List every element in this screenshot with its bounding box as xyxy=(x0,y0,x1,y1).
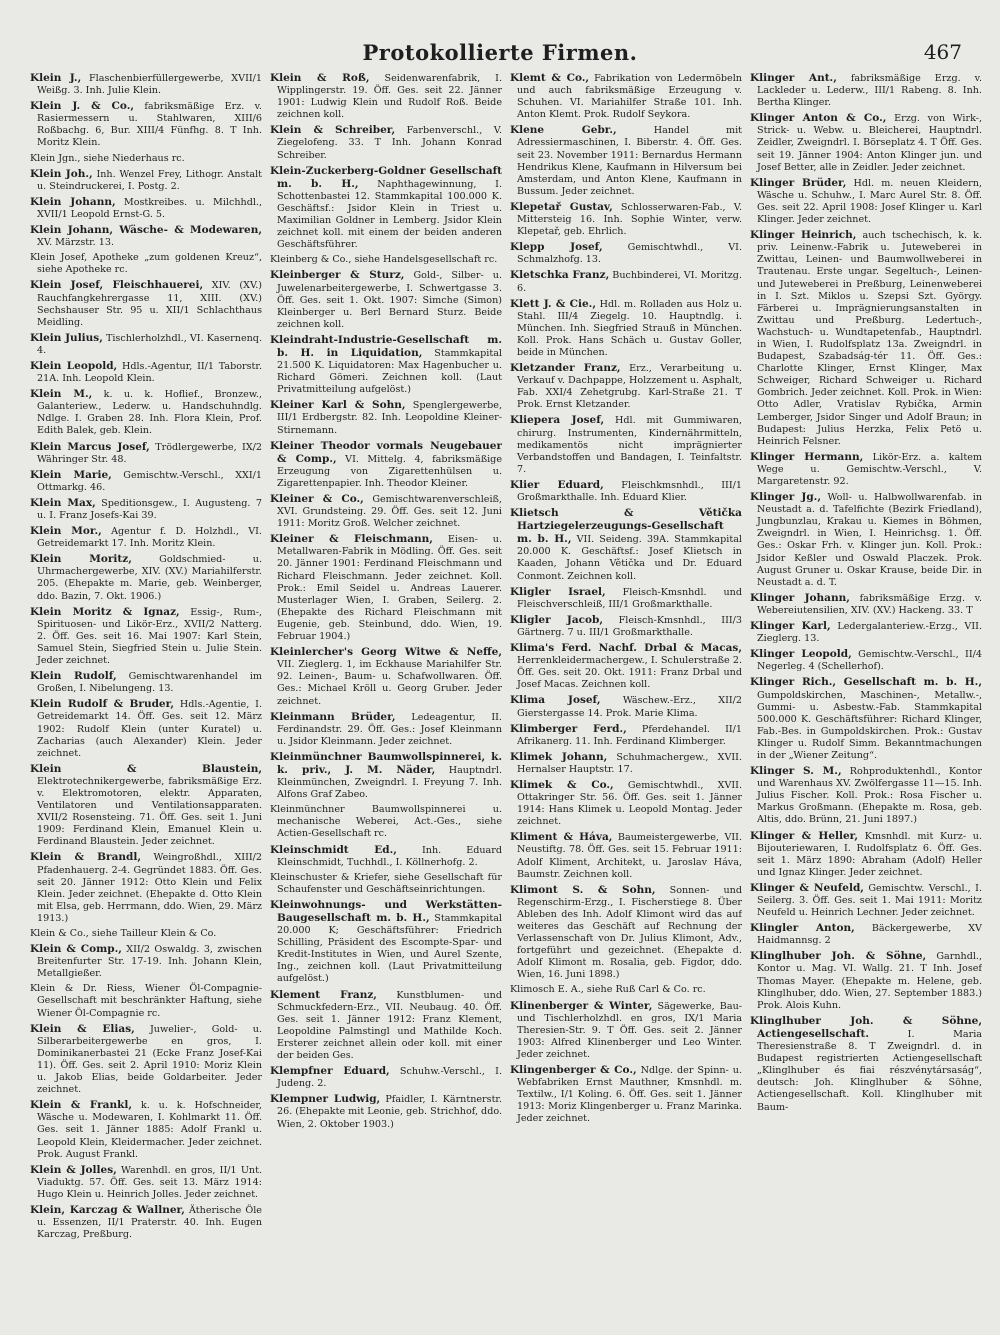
firm-entry xyxy=(510,723,742,748)
firm-entry xyxy=(510,479,742,504)
firm-name: Klepetař Gustav, xyxy=(510,200,613,213)
firm-entry xyxy=(270,899,502,986)
firm-details: Kleinberg & Co., siehe Handelsgesellschaft rc. xyxy=(270,254,498,266)
firm-entry xyxy=(30,928,262,940)
firm-entry xyxy=(750,592,982,617)
firm-details: Hdls.-Agentie, I. Getreidemarkt 14. Öff. Ges. seit 12. März 1902: Rudolf Klein (unter Kuratel) u. Zacharias (auch Alexander) Klein. Jeder zeichnet. xyxy=(37,699,262,759)
firm-entry xyxy=(30,983,262,1019)
firm-entry xyxy=(270,1065,502,1090)
firm-details: Ledergalanteriew.-Erzg., VII. Zieglerg. 13. xyxy=(757,621,982,645)
firm-details: Pferdehandel. II/1 Afrikanerg. 11. Inh. Ferdinand Klimberger. xyxy=(517,723,742,747)
firm-entry xyxy=(30,100,262,149)
firm-name: Klein & Jolles, xyxy=(30,1163,117,1176)
firm-details: Stammkapital 20.000 K; Geschäftsführer: Friedrich Schilling, Präsident des Escompte-Spar- und Kredit-Institutes in Wien, und Aurel Szente, Ing., zeichnen koll. (Laut Privatmitteilung aufgelöst.) xyxy=(277,913,502,985)
firm-entry xyxy=(510,779,742,828)
firm-details: Ätherische Öle u. Essenzen, II/1 Praterstr. 40. Inh. Eugen Karczag, Preßburg. xyxy=(37,1204,262,1241)
firm-name: Klinger Ant., xyxy=(750,72,837,84)
firm-name: Kligler Jacob, xyxy=(510,613,604,626)
firm-name: Klein & Brandl, xyxy=(30,851,141,864)
firm-details: Tischlerholzhdl., VI. Kasernenq. 4. xyxy=(37,332,262,356)
firm-entry xyxy=(270,254,502,266)
firm-name: Klemt & Co., xyxy=(510,72,590,84)
firm-entry xyxy=(750,112,982,173)
firm-name: Kleinwohnungs- und Werkstätten-Baugesellschaft m. b. H., xyxy=(270,898,502,924)
firm-details: Klein Josef, Apotheke „zum goldenen Kreuz“, siehe Apotheke rc. xyxy=(30,252,262,276)
firm-name: Klein Joh., xyxy=(30,167,93,180)
firm-entry xyxy=(270,804,502,840)
firm-name: Klempfner Eduard, xyxy=(270,1065,390,1078)
firm-entry xyxy=(270,334,502,396)
firm-entry xyxy=(510,201,742,238)
firm-details: Erz., Verarbeitung u. Verkauf v. Dachpappe, Holzzement u. Asphalt, Fab. XXI/4 Zehetgrubg. Karl-Straße 21. T Prok. Ernst Kletzander. xyxy=(517,363,742,411)
firm-name: Klietsch & Větička Hartziegelerzeugungs-Gesellschaft m. b. H., xyxy=(510,507,742,546)
firm-entry xyxy=(510,694,742,719)
firm-details: Klein & Dr. Riess, Wiener Öl-Compagnie-Gesellschaft mit beschränkter Haftung, siehe Wiener Öl-Compagnie rc. xyxy=(30,983,262,1019)
firm-details: Flaschenbierfüllergewerbe, XVII/1 Weißg. 3. Inh. Julie Klein. xyxy=(37,73,262,97)
firm-name: Kleiner & Co., xyxy=(270,493,364,505)
firm-name: Klein & Elias, xyxy=(30,1022,135,1035)
firm-entry xyxy=(270,440,502,490)
firm-details: Herrenkleidermachergew., I. Schulerstraße 2. Öff. Ges. seit 20. Okt. 1911: Franz Drbal und Josef Macas. Zeichnen koll. xyxy=(517,655,742,691)
firm-name: Klein & Roß, xyxy=(270,72,370,84)
firm-name: Klima Josef, xyxy=(510,694,601,707)
firm-entry xyxy=(510,414,742,475)
firm-name: Klein J. & Co., xyxy=(30,100,135,113)
firm-name: Klepp Josef, xyxy=(510,241,603,254)
firm-name: Klene Gebr., xyxy=(510,124,617,137)
firm-details: Fleisch-Kmsnhdl., III/3 Gärtnerg. 7 u. III/1 Großmarkthalle. xyxy=(517,614,742,638)
firm-details: fabriksmäßige Erzg. v. Webereiutensilien, XIV. (XV.) Hackeng. 33. T xyxy=(757,592,982,616)
firm-details: Bäckergewerbe, XV Haidmannsg. 2 xyxy=(757,923,982,947)
firm-entry xyxy=(30,943,262,980)
firm-name: Klinger Karl, xyxy=(750,620,831,633)
firm-details: Inh. Wenzel Frey, Lithogr. Anstalt u. Steindruckerei, I. Postg. 2. xyxy=(37,168,262,192)
firm-entry xyxy=(750,177,982,226)
firm-entry xyxy=(750,491,982,589)
firm-entry xyxy=(30,525,262,550)
page-number: 467 xyxy=(923,40,962,64)
firm-details: k. u. k. Hoflief., Bronzew., Galanteriew., Lederw. u. Handschuhndlg. Ndlge. I. Graben 28. Inh. Flora Klein, Prof. Edith Balek, geb. Klein. xyxy=(37,389,262,437)
firm-name: Klinger Leopold, xyxy=(750,648,852,661)
firm-details: XII/2 Oswaldg. 3, zwischen Breitenfurter Str. 17-19. Inh. Johann Klein, Metallgießer. xyxy=(37,944,262,980)
firm-entry xyxy=(510,642,742,691)
firm-entry xyxy=(30,360,262,385)
firm-entry xyxy=(30,553,262,602)
page-title: Protokollierte Firmen. xyxy=(362,40,638,65)
firm-details: k. u. k. Hofschneider, Wäsche u. Modewaren, I. Kohlmarkt 11. Öff. Ges. seit 1. Jänner 1885: Adolf Frankl u. Leopold Klein, Kleidermacher. Jeder zeichnet. Prok. August Frankl. xyxy=(37,1100,262,1160)
firm-name: Kleindraht-Industrie-Gesellschaft m. b. H. in Liquidation, xyxy=(270,333,502,359)
firm-entry xyxy=(30,332,262,357)
firm-name: Klimek & Co., xyxy=(510,778,614,791)
firm-name: Kleiner Theodor vormals Neugebauer & Comp., xyxy=(270,439,502,465)
firm-details: Speditionsgew., I. Augusteng. 7 u. I. Franz Josefs-Kai 39. xyxy=(37,497,262,521)
firm-details: Gemischtw. Verschl., I. Seilerg. 3. Öff. Ges. seit 1. Mai 1911: Moritz Neufeld u. Heinrich Lechner. Jeder zeichnet. xyxy=(757,882,982,919)
firm-entry xyxy=(270,72,502,121)
firm-name: Klinger Anton & Co., xyxy=(750,112,887,125)
firm-details: Schuhw.-Verschl., I. Judeng. 2. xyxy=(277,1066,502,1090)
firm-entry xyxy=(30,388,262,437)
firm-entry xyxy=(750,676,982,762)
firm-entry xyxy=(30,72,262,97)
firm-details: fabriksmäßige Erz. v. Rasiermessern u. Stahlwaren, XIII/6 Roßbachg. 6, Bur. XIII/4 Fünfhg. 8. T Inh. Moritz Klein. xyxy=(37,101,262,149)
firm-entry xyxy=(510,831,742,880)
firm-entry xyxy=(30,698,262,759)
firm-details: VI. Mittelg. 4, fabriksmäßige Erzeugung von Zigarettenhülsen u. Zigarettenpapier. Inh. Theodor Kleiner. xyxy=(277,453,502,489)
firm-name: Klingenberger & Co., xyxy=(510,1064,637,1077)
firm-entry xyxy=(510,124,742,198)
firm-name: Klinger Hermann, xyxy=(750,450,864,463)
firm-entry xyxy=(270,751,502,801)
firm-details: Kmsnhdl. mit Kurz- u. Bijouteriewaren, I. Rudolfsplatz 6. Öff. Ges. seit 1. März 1890: Abraham (Adolf) Heller und Ignaz Klinger. Jeder zeichnet. xyxy=(757,830,982,878)
firm-name: Klinger Heinrich, xyxy=(750,229,857,242)
firm-details: Weingroßhdl., XIII/2 Pfadenhauerg. 2-4. Gegründet 1883. Öff. Ges. seit 20. Jänner 1912: Otto Klein und Felix Klein. Jeder zeichnet. (Ehepakte d. Otto Klein mit Elsa, geb. Herrmann, ddo. Wien, 29. März 1913.) xyxy=(37,852,262,924)
firm-details: Klein & Co., siehe Tailleur Klein & Co. xyxy=(30,928,217,939)
firm-entry xyxy=(30,1204,262,1241)
firm-details: Kunstblumen- und Schmuckfedern-Erz., VII. Neubaug. 40. Öff. Ges. seit 1. Jänner 1912: Franz Klement, Leopoldine Palmstingl und Mathilde Koch. Ersterer zeichnet allein oder koll. mit einer der beiden Ges. xyxy=(277,989,502,1062)
firm-name: Klimberger Ferd., xyxy=(510,722,627,735)
firm-name: Klein Marie, xyxy=(30,468,112,481)
firm-entry xyxy=(270,493,502,530)
firm-details: Gemischtwarenhandel im Großen, I. Nibelungeng. 13. xyxy=(37,671,262,695)
firm-details: Farbenverschl., V. Ziegelofeng. 33. T Inh. Johann Konrad Schreiber. xyxy=(277,125,502,161)
firm-name: Klinger & Neufeld, xyxy=(750,881,864,894)
firm-details: fabriksmäßige Erzg. v. Lackleder u. Lederw., III/1 Rabeng. 8. Inh. Bertha Klinger. xyxy=(757,73,982,109)
firm-entry xyxy=(510,507,742,583)
firm-name: Klimont S. & Sohn, xyxy=(510,883,656,896)
firm-details: Fleisch-Kmsnhdl. und Fleischverschleiß, III/1 Großmarkthalle. xyxy=(517,586,742,610)
firm-details: Stammkapital 21.500 K. Liquidatoren: Max Hagenbucher u. Richard Gömeri. Zeichnen koll. (Laut Privatmitteilung aufgelöst.) xyxy=(277,347,502,396)
firm-name: Klein Johann, Wäsche- & Modewaren, xyxy=(30,224,262,237)
firm-name: Kligler Israel, xyxy=(510,585,606,598)
firm-details: Schuhmachergew., XVII. Hernalser Hauptstr. 17. xyxy=(517,751,742,775)
firm-entry xyxy=(750,830,982,879)
firm-name: Klempner Ludwig, xyxy=(270,1093,381,1106)
firm-name: Klimek Johann, xyxy=(510,750,608,763)
firm-details: Gemischtw.-Verschl., XXI/1 Ottmarkg. 46. xyxy=(37,469,262,493)
firm-entry xyxy=(750,451,982,488)
firm-name: Klein Rudolf & Bruder, xyxy=(30,698,175,711)
page-header xyxy=(0,40,1000,70)
firm-name: Klinglhuber Joh. & Söhne, xyxy=(750,950,927,963)
firm-name: Kleiner & Fleischmann, xyxy=(270,533,433,546)
firm-details: Essig-, Rum-, Spirituosen- und Likör-Erz., XVII/2 Natterg. 2. Öff. Ges. seit 16. Mai 1907: Karl Stein, Samuel Stein, Siegfried Stein u. Julie Stein. Jeder zeichnet. xyxy=(37,606,262,667)
firm-entry xyxy=(30,224,262,249)
firm-entry xyxy=(270,533,502,643)
firm-details: Woll- u. Halbwollwarenfab. in Neustadt a. d. Tafelfichte (Bezirk Friedland), Jungbunzlau, Krakau u. Kiemes in Böhmen, Zweigndrl. in Wien, I. Heinrichsg. 1. Öff. Ges.: Oskar Frh. v. Klinger jun. Koll. Prok.: Jsidor Keßler und Oswald Placzek. Prok. August Gruner u. Oskar Krause, beide Dir. in Neustadt a. d. T. xyxy=(757,492,982,588)
firm-details: XIV. (XV.) Rauchfangkehrergasse 11, XIII. (XV.) Sechshauser Str. 95 u. XII/1 Schlachthaus Meidling. xyxy=(37,280,262,328)
firm-entry xyxy=(750,1015,982,1114)
firm-name: Kletzander Franz, xyxy=(510,362,621,375)
firm-details: Elektrotechnikergewerbe, fabriksmäßige Erz. v. Elektromotoren, elektr. Apparaten, Ventilatoren und Ventilationsapparaten. XVII/2 Rosensteing. 71. Öff. Ges. seit 1. Juni 1909: Ferdinand Klein, Emanuel Klein u. Ferdinand Blaustein. Jeder zeichnet. xyxy=(37,775,262,848)
firm-details: Hauptndrl. Kleinmünchen, Zweigndrl. I. Freyung 7. Inh. Alfons Graf Zabeo. xyxy=(277,764,502,801)
firm-name: Klein Moritz & Ignaz, xyxy=(30,605,180,618)
firm-entry xyxy=(270,1093,502,1130)
firm-entry xyxy=(750,765,982,826)
firm-name: Klinenberger & Winter, xyxy=(510,999,653,1012)
firm-entry xyxy=(750,950,982,1011)
firm-entry xyxy=(270,989,502,1063)
firm-name: Kleinmünchner Baumwollspinnerei, k. k. priv., J. M. Näder, xyxy=(270,750,502,776)
firm-name: Klein, Karczag & Wallner, xyxy=(30,1203,185,1216)
firm-name: Kleinberger & Sturz, xyxy=(270,269,405,282)
firm-entry xyxy=(750,72,982,109)
firm-details: auch tschechisch, k. k. priv. Leinenw.-Fabrik u. Juteweberei in Zwittau, Leinen- und Baumwollweberei in Trautenau. Erste ungar. Segeltuch-, Leinen- und Juteweberei in Preßburg, Leinenweberei in I. Szt. Miklos u. Szepsi Szt. György. Färberei u. Imprägnierungsanstalten in Zwittau und Preßburg. Ledertuch-, Wachstuch- u. Wundtapetenfab., Hauptndrl. in Wien, I. Rudolfsplatz 13a. Zweigndrl. in Budapest, Szabadság-tér 11. Öff. Ges.: Charlotte Klinger, Ernst Klinger, Max Schweiger, Richard Schweiger u. Richard Gombrich. Jeder zeichnet. Koll. Prok. in Wien: Otto Adler, Vratislav Rybička, Armin Lemberger, Jsidor Singer und Adolf Braun; in Budapest: Julius Herzka, Felix Petö u. Heinrich Felsner. xyxy=(757,230,982,447)
firm-details: Gemischtwhdl., XVII. Ottakringer Str. 56. Öff. Ges. seit 1. Jänner 1914: Hans Klimek u. Leopold Montag. Jeder zeichnet. xyxy=(517,779,742,828)
firm-name: Klein Marcus Josef, xyxy=(30,440,150,453)
firm-name: Kliment & Háva, xyxy=(510,831,613,844)
firm-details: Goldschmied- u. Uhrmachergewerbe, XIV. (XV.) Mariahilferstr. 205. (Ehepakte m. Marie, geb. Weinberger, ddo. Bazin, 7. Okt. 1906.) xyxy=(37,554,262,602)
firm-entry xyxy=(30,168,262,193)
firm-details: Fleischkmsnhdl., III/1 Großmarkthalle. Inh. Eduard Klier. xyxy=(517,479,742,503)
firm-name: Klett J. & Cie., xyxy=(510,297,596,310)
firm-entry xyxy=(270,269,502,330)
firm-name: Kleinschmidt Ed., xyxy=(270,843,397,856)
firm-details: Klimosch E. A., siehe Ruß Carl & Co. rc. xyxy=(510,984,706,996)
firm-entry xyxy=(270,124,502,161)
firm-details: Gumpoldskirchen, Maschinen-, Metallw.-, Gummi- u. Asbestw.-Fab. Stammkapital 500.000 K. Geschäftsführer: Richard Klinger, Fab.-Bes. in Gumpoldskirchen. Prok.: Gustav Klinger u. Rudolf Simm. Bekanntmachungen in der „Wiener Zeitung“. xyxy=(757,689,982,761)
firm-entry xyxy=(510,1000,742,1061)
firm-name: Klier Eduard, xyxy=(510,478,604,491)
firm-details: Wäschew.-Erz., XII/2 Gierstergasse 14. Prok. Marie Klima. xyxy=(517,695,742,719)
firm-entry xyxy=(270,165,502,252)
firm-entry xyxy=(750,922,982,947)
firm-details: Kleinschuster & Kriefer, siehe Gesellschaft für Schaufenster und Geschäftseinrichtungen. xyxy=(270,871,502,895)
firm-details: Schlosserwaren-Fab., V. Mittersteig 16. Inh. Sophie Winter, verw. Klepetař, geb. Ehrlich. xyxy=(517,201,742,238)
firm-details: Handel mit Adressiermaschinen, I. Biberstr. 4. Öff. Ges. seit 23. November 1911: Bernardus Hermann Hendrikus Klene, Kaufmann in Hilversum bei Amsterdam, und Anton Klene, Kaufmann in Bussum. Jeder zeichnet. xyxy=(517,125,742,197)
firm-name: Klein & Schreiber, xyxy=(270,124,396,137)
firm-name: Klein Leopold, xyxy=(30,359,118,372)
firm-details: Hdl. m. Rolladen aus Holz u. Stahl. III/4 Ziegelg. 10. Hauptndlg. i. München. Inh. Siegfried Strauß in München. Koll. Prok. Hans Schäch u. Gustav Goller, beide in München. xyxy=(517,298,742,358)
firm-details: Hdl. mit Gummiwaren, chirurg. Instrumenten, Kindernährmitteln, medikamentös nicht imprägnierter Verbandstoffen und Bandagen, I. Teinfaltstr. 7. xyxy=(517,415,742,475)
firm-name: Klinger & Heller, xyxy=(750,829,859,842)
firm-name: Klein Mor., xyxy=(30,525,102,538)
firm-name: Klein-Zuckerberg-Goldner Gesellschaft m. b. H., xyxy=(270,164,502,190)
firm-name: Klein Julius, xyxy=(30,331,103,344)
firm-entry xyxy=(270,872,502,896)
firm-details: Sägewerke, Bau- und Tischlerholzhdl. en gros, IX/1 Maria Theresien-Str. 9. T Öff. Ges. seit 2. Jänner 1903: Alfred Klinenberger und Leo Winter. Jeder zeichnet. xyxy=(517,1000,742,1060)
firm-entry xyxy=(510,614,742,639)
firm-name: Kletschka Franz, xyxy=(510,269,610,282)
firm-details: Likör-Erz. a. kaltem Wege u. Gemischtw.-Verschl., V. Margaretenstr. 92. xyxy=(757,451,982,487)
firm-name: Klein M., xyxy=(30,388,93,401)
firm-entry xyxy=(510,362,742,411)
firm-details: Rohproduktenhdl., Kontor und Warenhaus XV. Zwölfergasse 11—15. Inh. Julius Fischer. Koll. Prok.: Rosa Fischer u. Markus Großmann. (Ehepakte m. Rosa, geb. Altis, ddo. Brünn, 21. Juni 1897.) xyxy=(757,766,982,826)
column-4 xyxy=(750,72,982,1327)
firm-name: Klein Josef, Fleischhauerei, xyxy=(30,279,204,292)
firm-name: Klein Moritz, xyxy=(30,553,132,566)
firm-entry xyxy=(510,269,742,294)
firm-entry xyxy=(270,844,502,869)
firm-name: Klein & Blaustein, xyxy=(30,762,262,775)
firm-entry xyxy=(30,153,262,165)
firm-entry xyxy=(30,1099,262,1160)
firm-entry xyxy=(510,298,742,359)
firm-name: Klingler Anton, xyxy=(750,922,855,935)
firm-name: Klinger Brüder, xyxy=(750,176,847,189)
firm-name: Klinger Jg., xyxy=(750,491,821,504)
firm-details: VII. Zieglerg. 1, im Eckhause Mariahilfer Str. 92. Leinen-, Baum- u. Schafwollwaren. Öff. Ges.: Michael Kröll u. Georg Gruber. Jeder zeichnet. xyxy=(277,659,502,707)
firm-details: Baumeistergewerbe, VII. Neustiftg. 78. Öff. Ges. seit 15. Februar 1911: Adolf Kliment, Architekt, u. Jaroslav Háva, Baumstr. Zeichnen koll. xyxy=(517,832,742,880)
firm-entry xyxy=(30,469,262,494)
firm-details: Erzg. von Wirk-, Strick- u. Webw. u. Bleicherei, Hauptndrl. Zeidler, Zweigndrl. I. Börseplatz 4. T Öff. Ges. seit 19. Jänner 1904: Anton Klinger jun. und Josef Better, alle in Zeidler. Jeder zeichnet. xyxy=(757,113,982,173)
firm-details: Garnhdl., Kontor u. Mag. VI. Wallg. 21. T Inh. Josef Thomas Mayer. (Ehepakte m. Helene, geb. Klinglhuber, ddo. Wien, 27. September 1883.) Prok. Alois Kuhn. xyxy=(757,951,982,1011)
firm-details: Ledeagentur, II. Ferdinandstr. 29. Öff. Ges.: Josef Kleinmann u. Jsidor Kleinmann. Jeder zeichnet. xyxy=(277,711,502,747)
firm-name: Klement Franz, xyxy=(270,988,377,1001)
firm-entry xyxy=(510,884,742,982)
firm-details: Klein Jgn., siehe Niederhaus rc. xyxy=(30,152,185,164)
firm-entry xyxy=(30,196,262,221)
firm-details: Ndlge. der Spinn- u. Webfabriken Ernst Mauthner, Kmsnhdl. m. Textilw., I/1 Koling. 6. Öff. Ges. seit 1. Jänner 1913: Moriz Klingenberger u. Franz Marinka. Jeder zeichnet. xyxy=(517,1065,742,1125)
firm-entry xyxy=(30,1164,262,1201)
firm-details: Naphthagewinnung, I. Schottenbastei 12. Stammkapital 100.000 K. Geschäftsf.: Jsidor Klein in Triest u. Maximilian Goldner in Lemberg. Jsidor Klein zeichnet koll. mit einem der beiden anderen Geschäftsführer. xyxy=(277,178,502,251)
firm-entry xyxy=(270,399,502,436)
firm-name: Klinger Rich., Gesellschaft m. b. H., xyxy=(750,676,982,689)
firm-details: Eisen- u. Metallwaren-Fabrik in Mödling. Öff. Ges. seit 20. Jänner 1901: Ferdinand Fleischmann und Richard Fleischmann. Jeder zeichnet. Koll. Prok.: Emil Seidel u. Andreas Lauerer. Musterlager Wien, I. Graben, Seilerg. 2. (Ehepakte des Richard Fleischmann mit Eugenie, geb. Steinbund, ddo. Wien, 19. Februar 1904.) xyxy=(277,534,502,643)
firm-details: Sonnen- und Regenschirm-Erzg., I. Fischerstiege 8. Über Ableben des Inh. Adolf Klimont wird das auf weiteres das Geschäft auf Rechnung der Verlassenschaft von Dr. Julius Klimont, Adv., fortgeführt und gezeichnet. (Ehepakte d. Adolf Klimont m. Rosalia, geb. Figdor, ddo. Wien, 16. Juni 1898.) xyxy=(517,884,742,981)
firm-entry xyxy=(30,252,262,276)
directory-columns xyxy=(30,72,982,1327)
firm-name: Klinglhuber Joh. & Söhne, Actiengesellschaft. xyxy=(750,1014,982,1040)
column-2 xyxy=(270,72,502,1327)
firm-details: VII. Seideng. 39A. Stammkapital 20.000 K. Geschäftsf.: Josef Klietsch in Kaaden, Johann Větička und Dr. Eduard Conmont. Zeichnen koll. xyxy=(517,534,742,582)
firm-entry xyxy=(30,670,262,695)
firm-details: Gemischtw.-Verschl., II/4 Negerleg. 4 (Schellerhof). xyxy=(757,649,982,673)
firm-details: Hdl. m. neuen Kleidern, Wäsche u. Schuhw., I. Marc Aurel Str. 8. Öff. Ges. seit 22. April 1908: Josef Klinger u. Karl Klinger. Jeder zeichnet. xyxy=(757,177,982,226)
firm-details: Gemischtwhdl., VI. Schmalzhofg. 13. xyxy=(517,242,742,266)
firm-name: Kliepera Josef, xyxy=(510,414,605,427)
firm-name: Klinger Johann, xyxy=(750,591,850,604)
firm-details: Pfaidler, I. Kärntnerstr. 26. (Ehepakte mit Leonie, geb. Strichhof, ddo. Wien, 2. Oktober 1903.) xyxy=(277,1094,502,1130)
firm-entry xyxy=(30,763,262,849)
firm-entry xyxy=(510,984,742,996)
firm-entry xyxy=(510,751,742,776)
firm-details: Hdls.-Agentur, II/1 Taborstr. 21A. Inh. Leopold Klein. xyxy=(37,360,262,385)
firm-details: Inh. Eduard Kleinschmidt, Tuchhdl., I. Köllnerhofg. 2. xyxy=(277,844,502,868)
firm-name: Klein & Comp., xyxy=(30,943,122,956)
firm-details: Seidenwarenfabrik, I. Wipplingerstr. 19. Öff. Ges. seit 22. Jänner 1901: Ludwig Klein und Rudolf Roß. Beide zeichnen koll. xyxy=(277,73,502,121)
firm-details: Fabrikation von Ledermöbeln und auch fabriksmäßige Erzeugung v. Schuhen. VI. Mariahilfer Straße 101. Inh. Anton Klemt. Prok. Rudolf Seykora. xyxy=(517,73,742,121)
firm-entry xyxy=(270,646,502,707)
firm-details: Agentur f. D. Holzhdl., VI. Getreidemarkt 17. Inh. Moritz Klein. xyxy=(37,526,262,550)
firm-details: Warenhdl. en gros, II/1 Unt. Viaduktg. 57. Öff. Ges. seit 13. März 1914: Hugo Klein u. Heinrich Jolles. Jeder zeichnet. xyxy=(37,1164,262,1200)
firm-details: Spenglergewerbe, III/1 Erdbergstr. 82. Inh. Leopoldine Kleiner-Stirnemann. xyxy=(277,400,502,436)
firm-entry xyxy=(510,586,742,611)
firm-entry xyxy=(30,441,262,466)
firm-entry xyxy=(30,497,262,522)
firm-name: Klein Rudolf, xyxy=(30,670,117,683)
firm-entry xyxy=(510,241,742,266)
firm-name: Kleinlercher's Georg Witwe & Neffe, xyxy=(270,646,502,659)
firm-name: Klinger S. M., xyxy=(750,765,842,778)
firm-entry xyxy=(750,620,982,645)
firm-details: Buchbinderei, VI. Moritzg. 6. xyxy=(517,270,742,294)
firm-entry xyxy=(30,606,262,667)
firm-name: Klein J., xyxy=(30,72,82,84)
firm-name: Kleinmann Brüder, xyxy=(270,710,396,723)
column-3 xyxy=(510,72,742,1327)
firm-name: Klein Max, xyxy=(30,496,96,509)
firm-entry xyxy=(750,882,982,919)
firm-name: Klima's Ferd. Nachf. Drbal & Macas, xyxy=(510,642,742,655)
firm-entry xyxy=(30,851,262,925)
firm-entry xyxy=(510,1064,742,1125)
firm-details: Mostkreibes. u. Milchhdl., XVII/1 Leopold Ernst-G. 5. xyxy=(37,196,262,220)
firm-entry xyxy=(270,711,502,748)
firm-name: Kleiner Karl & Sohn, xyxy=(270,399,406,412)
firm-details: I. Maria Theresienstraße 8. T Zweigndrl. d. in Budapest registrierten Actiengesellschaft „Klinglhuber és fiai részvénytársaság“, deutsch: Joh. Klinglhuber & Söhne, Actiengesellschaft. Koll. Klinglhuber mit Baum- xyxy=(757,1028,982,1113)
firm-details: XV. Märzstr. 13. xyxy=(37,237,115,249)
firm-details: Kleinmünchner Baumwollspinnerei u. mechanische Weberei, Act.-Ges., siehe Actien-Gesellschaft rc. xyxy=(270,804,502,840)
firm-entry xyxy=(750,229,982,448)
firm-entry xyxy=(510,72,742,121)
firm-entry xyxy=(30,1023,262,1097)
firm-name: Klein & Frankl, xyxy=(30,1099,133,1112)
firm-details: Trödlergewerbe, IX/2 Währinger Str. 48. xyxy=(37,441,262,465)
firm-entry xyxy=(750,648,982,673)
firm-entry xyxy=(30,279,262,328)
firm-details: Juwelier-, Gold- u. Silberarbeitergewerbe en gros, I. Dominikanerbastei 21 (Ecke Franz Josef-Kai 11). Öff. Ges. seit 2. April 1910: Moriz Klein u. Jakob Elias, beide Goldarbeiter. Jeder zeichnet. xyxy=(37,1023,262,1096)
firm-name: Klein Johann, xyxy=(30,195,116,208)
firm-details: Gold-, Silber- u. Juwelenarbeitergewerbe, I. Schwertgasse 3. Öff. Ges. seit 1. Okt. 1907: Simche (Simon) Kleinberger u. Berl Bernard Sturz. Beide zeichnen koll. xyxy=(277,270,502,330)
firm-details: Gemischtwarenverschleiß, XVI. Grundsteing. 29. Öff. Ges. seit 12. Juni 1911: Moritz Groß. Welcher zeichnet. xyxy=(277,494,502,530)
column-1 xyxy=(30,72,262,1327)
